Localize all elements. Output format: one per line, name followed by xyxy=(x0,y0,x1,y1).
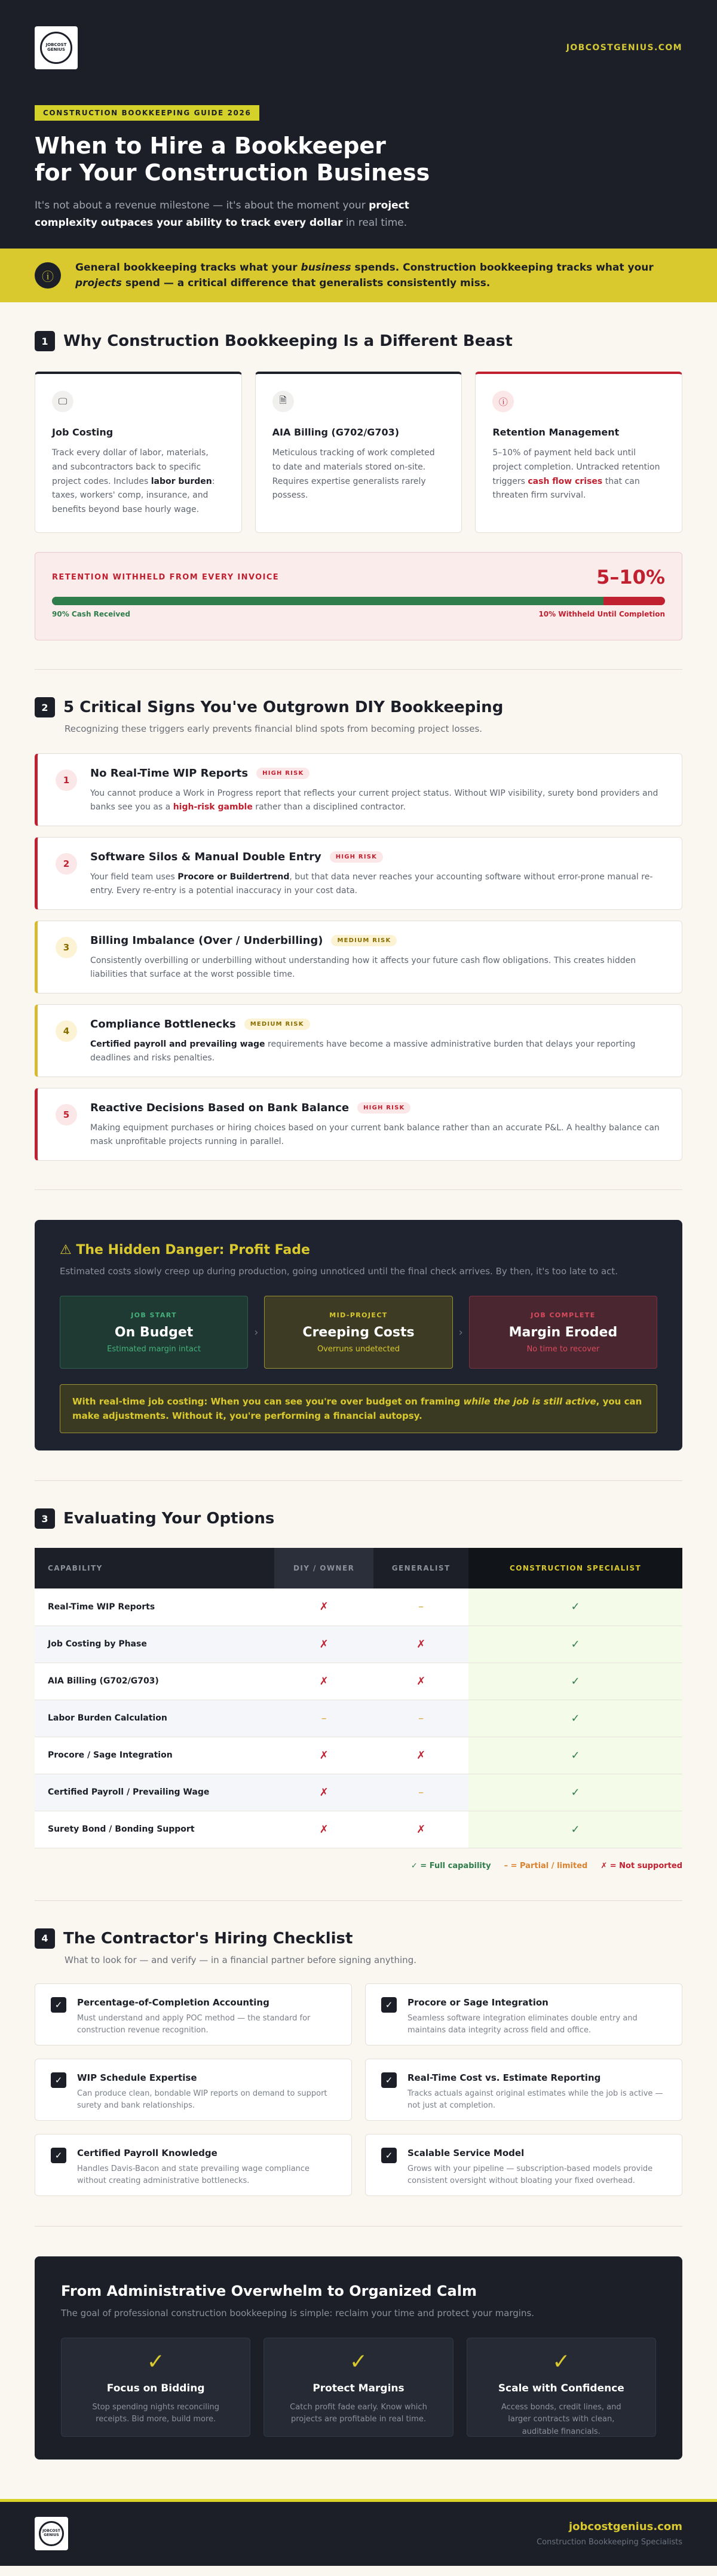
status-mark: ✓ xyxy=(571,1675,580,1688)
risk-badge: HIGH RISK xyxy=(256,768,310,779)
checklist-item xyxy=(35,2134,352,2196)
legend-partial: – = Partial / limited xyxy=(504,1861,588,1870)
panel-title: From Administrative Overwhelm to Organized Calm xyxy=(61,2282,477,2299)
status-mark: ✗ xyxy=(319,1637,329,1651)
checkbox-checked-icon: ✓ xyxy=(51,1997,66,2013)
column-header: GENERALIST xyxy=(373,1548,468,1588)
status-mark: ✓ xyxy=(571,1749,580,1762)
generalist-cell xyxy=(373,1700,468,1737)
divider xyxy=(35,1189,682,1190)
sign-title: Billing Imbalance (Over / Underbilling) xyxy=(90,934,323,947)
status-mark: ✗ xyxy=(319,1749,329,1762)
section-number: 1 xyxy=(35,331,55,351)
divider xyxy=(35,1480,682,1481)
checkbox-checked-icon: ✓ xyxy=(51,2072,66,2088)
sign-title: No Real-Time WIP Reports xyxy=(90,767,249,780)
generalist-cell xyxy=(373,1588,468,1626)
key-callout xyxy=(0,249,717,302)
retention-panel xyxy=(35,552,682,640)
hero-intro: It's not about a revenue milestone — it's about the moment your project complexity outpaces your ability to track every dollar in real time. xyxy=(35,199,409,229)
document-icon: 🗎 xyxy=(272,391,294,412)
retention-withheld-label: 10% Withheld Until Completion xyxy=(538,610,665,618)
card-text: Meticulous tracking of work completed to date and materials stored on-site. Requires expertise generalists rarely possess. xyxy=(272,448,435,501)
pillar-card xyxy=(467,2338,656,2437)
divider xyxy=(35,669,682,670)
sign-title: Reactive Decisions Based on Bank Balance xyxy=(90,1102,350,1114)
specialist-cell xyxy=(468,1737,682,1774)
status-mark: – xyxy=(418,1600,424,1614)
section-critical-signs xyxy=(0,697,717,1161)
diy-cell xyxy=(274,1663,373,1700)
risk-badge: HIGH RISK xyxy=(357,1102,410,1114)
sign-text: Certified payroll and prevailing wage requirements have become a massive administrative burden that delays your reporting deadlines and risks penalties. xyxy=(90,1039,636,1063)
pillar-title: Protect Margins xyxy=(312,2382,405,2394)
table-row xyxy=(35,1811,682,1848)
column-header: DIY / OWNER xyxy=(274,1548,373,1588)
column-header: CONSTRUCTION SPECIALIST xyxy=(468,1548,682,1588)
section-title: The Contractor's Hiring Checklist xyxy=(63,1929,353,1948)
checkbox-checked-icon: ✓ xyxy=(51,2148,66,2163)
status-mark: ✗ xyxy=(319,1600,329,1614)
capability-cell: Labor Burden Calculation xyxy=(35,1700,274,1737)
page-footer xyxy=(0,2499,717,2566)
profit-fade-panel xyxy=(35,1220,682,1450)
sign-number: 1 xyxy=(56,769,77,791)
status-mark: ✗ xyxy=(416,1749,426,1762)
checklist-text: Tracks actuals against original estimates while the job is active — not just at completion. xyxy=(407,2089,663,2111)
stage-sub: Estimated margin intact xyxy=(107,1344,201,1354)
risk-badge: MEDIUM RISK xyxy=(244,1019,310,1030)
status-mark: ✓ xyxy=(571,1823,580,1836)
panel-subtitle: Estimated costs slowly creep up during production, going unnoticed until the final check arrives. By then, it's too late to act. xyxy=(60,1266,618,1277)
pillar-text: Access bonds, credit lines, and larger contracts with clean, auditable financials. xyxy=(501,2402,621,2437)
stage-kicker: MID-PROJECT xyxy=(329,1311,388,1319)
risk-badge: HIGH RISK xyxy=(330,851,383,863)
status-mark: ✓ xyxy=(571,1600,580,1614)
checklist-text: Handles Davis-Bacon and state prevailing wage compliance without creating administrative bottlenecks. xyxy=(77,2164,310,2186)
capability-cell: Certified Payroll / Prevailing Wage xyxy=(35,1774,274,1811)
sign-item xyxy=(35,921,682,993)
pillar-card xyxy=(263,2338,453,2437)
alert-icon: ⓘ xyxy=(492,391,514,412)
status-mark: ✓ xyxy=(571,1712,580,1725)
sign-number: 3 xyxy=(56,937,77,958)
checklist-item xyxy=(365,2134,682,2196)
checkbox-checked-icon: ✓ xyxy=(381,1997,397,2013)
checkbox-checked-icon: ✓ xyxy=(381,2072,397,2088)
specialist-cell xyxy=(468,1663,682,1700)
checklist-item xyxy=(35,2059,352,2121)
table-row xyxy=(35,1588,682,1626)
footer-logo[interactable] xyxy=(35,2517,68,2550)
guide-tag: CONSTRUCTION BOOKKEEPING GUIDE 2026 xyxy=(35,105,259,121)
capability-cell: AIA Billing (G702/G703) xyxy=(35,1663,274,1700)
card-title: Retention Management xyxy=(492,427,620,438)
footer-link[interactable]: jobcostgenius.com xyxy=(568,2520,682,2533)
checklist-item xyxy=(365,2059,682,2121)
section-different-beast xyxy=(0,331,717,640)
table-row xyxy=(35,1774,682,1811)
specialist-cell xyxy=(468,1811,682,1848)
section-title: Why Construction Bookkeeping Is a Different Beast xyxy=(63,332,513,350)
callout-text: General bookkeeping tracks what your business spends. Construction bookkeeping tracks what your projects spend — a critical difference that generalists consistently miss. xyxy=(75,261,654,289)
checklist-title: Real-Time Cost vs. Estimate Reporting xyxy=(407,2072,601,2083)
retention-bar xyxy=(52,597,665,605)
diy-cell xyxy=(274,1626,373,1663)
section-number: 3 xyxy=(35,1508,55,1529)
checklist-title: WIP Schedule Expertise xyxy=(77,2072,197,2083)
sign-item xyxy=(35,837,682,910)
generalist-cell xyxy=(373,1663,468,1700)
card-text: 5–10% of payment held back until project completion. Untracked retention triggers cash flow crises that can threaten firm survival. xyxy=(492,448,660,501)
check-icon: ✓ xyxy=(552,2349,571,2374)
sign-title: Software Silos & Manual Double Entry xyxy=(90,851,321,863)
danger-note: With real-time job costing: When you can see you're over budget on framing while the job is still active, you can make adjustments. Without it, you're performing a financial autopsy. xyxy=(60,1384,657,1433)
hero-header xyxy=(0,0,717,249)
panel-subtitle: The goal of professional construction bookkeeping is simple: reclaim your time and protect your margins. xyxy=(61,2307,535,2319)
capability-cell: Surety Bond / Bonding Support xyxy=(35,1811,274,1848)
section-evaluating-options xyxy=(0,1508,717,1870)
sign-number: 2 xyxy=(56,853,77,875)
page-title: When to Hire a Bookkeeper for Your Construction Business xyxy=(35,133,430,186)
diy-cell xyxy=(274,1774,373,1811)
pillar-title: Scale with Confidence xyxy=(498,2382,624,2394)
pillar-text: Stop spending nights reconciling receipts. Bid more, build more. xyxy=(92,2402,219,2424)
status-mark: ✗ xyxy=(319,1786,329,1799)
capability-cell: Real-Time WIP Reports xyxy=(35,1588,274,1626)
checklist-text: Grows with your pipeline — subscription-based models provide consistent oversight without bloating your fixed overhead. xyxy=(407,2164,653,2186)
checklist-text: Can produce clean, bondable WIP reports on demand to support surety and bank relationships. xyxy=(77,2089,327,2111)
table-row xyxy=(35,1663,682,1700)
stage-sub: No time to recover xyxy=(526,1344,600,1354)
retention-received-label: 90% Cash Received xyxy=(52,610,130,618)
stage-job-start xyxy=(60,1296,248,1369)
info-icon: ⓘ xyxy=(35,262,61,289)
section-title: 5 Critical Signs You've Outgrown DIY Bookkeeping xyxy=(63,698,504,716)
table-row xyxy=(35,1700,682,1737)
retention-value: 5–10% xyxy=(596,566,665,588)
status-mark: ✗ xyxy=(416,1637,426,1651)
capability-cell: Procore / Sage Integration xyxy=(35,1737,274,1774)
site-link[interactable]: JOBCOSTGENIUS.COM xyxy=(566,43,682,53)
logo-mark: JOBCOST GENIUS xyxy=(40,32,72,64)
chevron-right-icon: › xyxy=(254,1326,259,1339)
chevron-right-icon: › xyxy=(458,1326,463,1339)
check-icon: ✓ xyxy=(349,2349,368,2374)
capability-cell: Job Costing by Phase xyxy=(35,1626,274,1663)
stage-job-complete xyxy=(469,1296,657,1369)
diy-cell xyxy=(274,1588,373,1626)
section-subtitle: What to look for — and verify — in a financial partner before signing anything. xyxy=(65,1954,416,1965)
sign-item xyxy=(35,753,682,826)
retention-bar-fill xyxy=(52,597,603,605)
legend-full: ✓ = Full capability xyxy=(410,1861,491,1870)
diy-cell xyxy=(274,1811,373,1848)
sign-item xyxy=(35,1004,682,1077)
status-mark: ✗ xyxy=(319,1675,329,1688)
logo-mark: JOBCOST GENIUS xyxy=(39,2521,64,2546)
table-legend xyxy=(35,1862,682,1870)
status-mark: – xyxy=(321,1712,327,1725)
card-job-costing xyxy=(35,372,242,533)
generalist-cell xyxy=(373,1811,468,1848)
card-text: Track every dollar of labor, materials, and subcontractors back to specific project codes. Includes labor burden: taxes, workers' comp, insurance, and benefits beyond base hourly wage. xyxy=(52,448,215,515)
generalist-cell xyxy=(373,1737,468,1774)
checklist-text: Seamless software integration eliminates double entry and maintains data integrity across field and office. xyxy=(407,2013,638,2035)
status-mark: ✗ xyxy=(416,1675,426,1688)
checklist-title: Percentage-of-Completion Accounting xyxy=(77,1997,269,2008)
pillar-card xyxy=(61,2338,250,2437)
status-mark: – xyxy=(418,1786,424,1799)
pillar-text: Catch profit fade early. Know which projects are profitable in real time. xyxy=(290,2402,427,2424)
status-mark: ✓ xyxy=(571,1786,580,1799)
comparison-table xyxy=(35,1548,682,1848)
card-title: AIA Billing (G702/G703) xyxy=(272,427,400,438)
stage-kicker: JOB START xyxy=(131,1311,177,1319)
stage-title: Margin Eroded xyxy=(508,1324,618,1340)
sign-number: 4 xyxy=(56,1020,77,1042)
status-mark: ✗ xyxy=(319,1823,329,1836)
section-number: 4 xyxy=(35,1928,55,1949)
checklist-title: Certified Payroll Knowledge xyxy=(77,2147,217,2158)
diy-cell xyxy=(274,1737,373,1774)
retention-label: RETENTION WITHHELD FROM EVERY INVOICE xyxy=(52,572,280,582)
monitor-icon: 🖵 xyxy=(52,391,73,412)
sign-title: Compliance Bottlenecks xyxy=(90,1018,236,1031)
stage-kicker: JOB COMPLETE xyxy=(531,1311,596,1319)
specialist-cell xyxy=(468,1774,682,1811)
specialist-cell xyxy=(468,1700,682,1737)
checklist-title: Scalable Service Model xyxy=(407,2147,525,2158)
sign-text: You cannot produce a Work in Progress report that reflects your current project status. Without WIP visibility, surety bond providers and banks see you as a high-risk gamble rather than a disciplined contractor. xyxy=(90,789,658,812)
section-title: Evaluating Your Options xyxy=(63,1510,275,1528)
stage-sub: Overruns undetected xyxy=(317,1344,400,1354)
column-header: CAPABILITY xyxy=(35,1548,274,1588)
specialist-cell xyxy=(468,1626,682,1663)
status-mark: – xyxy=(418,1712,424,1725)
specialist-cell xyxy=(468,1588,682,1626)
sign-number: 5 xyxy=(56,1104,77,1126)
sign-text: Making equipment purchases or hiring choices based on your current bank balance rather than an accurate P&L. A healthy balance can mask unprofitable projects running in parallel. xyxy=(90,1123,660,1147)
stage-title: Creeping Costs xyxy=(302,1324,415,1340)
sign-item xyxy=(35,1088,682,1161)
sign-text: Your field team uses Procore or Buildertrend, but that data never reaches your accounting software without error-prone manual re-entry. Every re-entry is a potential inaccuracy in your cost data. xyxy=(90,872,653,896)
divider xyxy=(35,1900,682,1901)
checklist-item xyxy=(35,1983,352,2046)
status-mark: ✓ xyxy=(571,1637,580,1651)
card-title: Job Costing xyxy=(52,427,114,438)
card-retention xyxy=(475,372,682,533)
sign-text: Consistently overbilling or underbilling without understanding how it affects your future cash flow obligations. This creates hidden liabilities that surface at the worst possible time. xyxy=(90,956,636,980)
section-hiring-checklist xyxy=(0,1928,717,2196)
table-row xyxy=(35,1626,682,1663)
section-subtitle: Recognizing these triggers early prevents financial blind spots from becoming project losses. xyxy=(65,723,483,734)
table-row xyxy=(35,1737,682,1774)
checklist-title: Procore or Sage Integration xyxy=(407,1997,549,2008)
checkbox-checked-icon: ✓ xyxy=(381,2148,397,2163)
pillar-title: Focus on Bidding xyxy=(106,2382,205,2394)
stage-mid-project xyxy=(264,1296,452,1369)
stage-title: On Budget xyxy=(114,1324,194,1340)
generalist-cell xyxy=(373,1774,468,1811)
check-icon: ✓ xyxy=(146,2349,165,2374)
panel-title: ⚠ The Hidden Danger: Profit Fade xyxy=(60,1243,310,1258)
checklist-text: Must understand and apply POC method — the standard for construction revenue recognition. xyxy=(77,2013,311,2035)
company-logo[interactable] xyxy=(35,26,78,69)
status-mark: ✗ xyxy=(416,1823,426,1836)
card-aia-billing xyxy=(255,372,462,533)
risk-badge: MEDIUM RISK xyxy=(331,935,397,946)
footer-tagline: Construction Bookkeeping Specialists xyxy=(537,2538,682,2547)
divider xyxy=(35,2226,682,2227)
section-number: 2 xyxy=(35,697,55,717)
checklist-item xyxy=(365,1983,682,2046)
diy-cell xyxy=(274,1700,373,1737)
legend-none: ✗ = Not supported xyxy=(600,1861,682,1870)
generalist-cell xyxy=(373,1626,468,1663)
organized-calm-panel xyxy=(35,2256,682,2460)
